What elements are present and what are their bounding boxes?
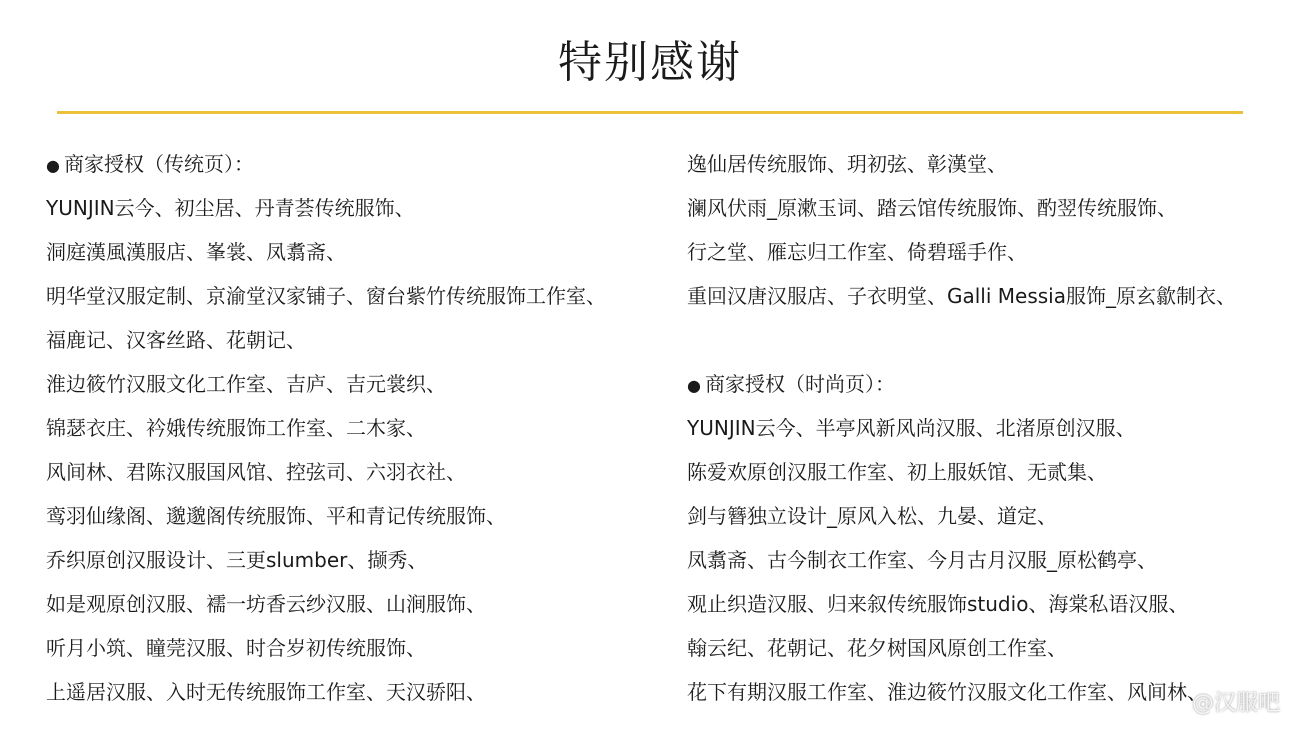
- heading-label: 商家授权（时尚页）：: [705, 372, 895, 396]
- list-item: 陈爱欢原创汉服工作室、初上服妖馆、无贰集、: [687, 460, 1107, 484]
- list-item: YUNJIN云今、初尘居、丹青荟传统服饰、: [46, 196, 415, 220]
- section-heading-fashion: [687, 362, 1287, 406]
- list-item: 淮边筱竹汉服文化工作室、吉庐、吉元裳织、: [46, 372, 446, 396]
- list-item: 鸾羽仙缘阁、邈邈阁传统服饰、平和青记传统服饰、: [46, 504, 506, 528]
- title-divider: [57, 111, 1243, 114]
- list-item: 洞庭漢風漢服店、峯裳、凤翥斋、: [46, 240, 346, 264]
- list-item: 锦瑟衣庄、衿娥传统服饰工作室、二木家、: [46, 416, 426, 440]
- left-column: [46, 142, 656, 714]
- list-item: 剑与簪独立设计_原风入松、九晏、道定、: [687, 504, 1057, 528]
- bullet-icon: ●: [46, 156, 60, 175]
- list-item: 上遥居汉服、入时无传统服饰工作室、天汉骄阳、: [46, 680, 486, 704]
- spacer: [687, 318, 1287, 362]
- list-item: 明华堂汉服定制、京渝堂汉家铺子、窗台紫竹传统服饰工作室、: [46, 284, 606, 308]
- list-item: 风间林、君陈汉服国风馆、控弦司、六羽衣社、: [46, 460, 466, 484]
- list-item: 凤翥斋、古今制衣工作室、今月古月汉服_原松鹤亭、: [687, 548, 1157, 572]
- bullet-icon: ●: [687, 376, 701, 395]
- list-item: 翰云纪、花朝记、花夕树国风原创工作室、: [687, 636, 1067, 660]
- list-item: 花下有期汉服工作室、淮边筱竹汉服文化工作室、风间林、: [687, 680, 1207, 704]
- heading-label: 商家授权（传统页）：: [64, 152, 254, 176]
- list-item: 福鹿记、汉客丝路、花朝记、: [46, 328, 306, 352]
- list-item: 行之堂、雁忘归工作室、倚碧瑶手作、: [687, 240, 1027, 264]
- list-item: 澜风伏雨_原漱玉词、踏云馆传统服饰、酌翌传统服饰、: [687, 196, 1177, 220]
- list-item: 重回汉唐汉服店、子衣明堂、Galli Messia服饰_原玄歙制衣、: [687, 284, 1236, 308]
- right-column: [687, 142, 1287, 714]
- list-item: 观止织造汉服、归来叙传统服饰studio、海棠私语汉服、: [687, 592, 1189, 616]
- list-item: 如是观原创汉服、襦一坊香云纱汉服、山涧服饰、: [46, 592, 486, 616]
- section-heading-traditional: [46, 142, 656, 186]
- list-item: 听月小筑、瞳莞汉服、时合岁初传统服饰、: [46, 636, 426, 660]
- watermark: @汉服吧: [1191, 691, 1280, 716]
- list-item: 逸仙居传统服饰、玥初弦、彰漢堂、: [687, 152, 1007, 176]
- list-item: 乔织原创汉服设计、三更slumber、撷秀、: [46, 548, 428, 572]
- list-item: YUNJIN云今、半亭风新风尚汉服、北渚原创汉服、: [687, 416, 1136, 440]
- page-title: 特别感谢: [558, 37, 742, 88]
